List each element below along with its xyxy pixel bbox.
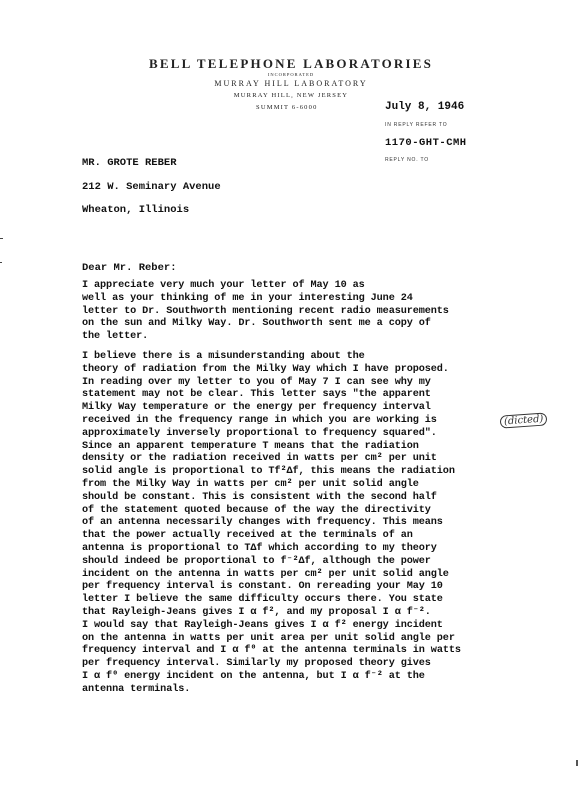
letterhead-incorporated: INCORPORATED — [267, 72, 315, 77]
text-line: solid angle is proportional to Tf²Δf, this means the radiation — [82, 466, 455, 478]
text-line: well as your thinking of me in your interesting June 24 — [82, 292, 413, 304]
text-line: theory of radiation from the Milky Way which I have proposed. — [82, 363, 449, 375]
letterhead-phone: SUMMIT 6-6000 — [256, 104, 318, 111]
text-line: In reading over my letter to you of May 7 I can see why my — [82, 376, 431, 388]
text-line: Since an apparent temperature T means that the radiation — [82, 440, 419, 452]
text-line: approximately inversely proportional to frequency squared". — [82, 427, 437, 439]
text-line: frequency interval and I α f⁰ at the antenna terminals in watts — [82, 645, 461, 657]
text-line: that Rayleigh-Jeans gives I α f², and my proposal I α f⁻². — [82, 606, 431, 618]
text-line: that the power actually received at the terminals of an — [82, 530, 413, 542]
reply-label: REPLY NO. TO — [385, 157, 429, 163]
text-line: incident on the antenna in watts per cm² per unit solid angle — [82, 568, 449, 580]
text-line: received in the frequency range in which you are working is — [82, 414, 437, 426]
text-line: I would say that Rayleigh-Jeans gives I α f² energy incident — [82, 619, 443, 631]
text-line: I α f⁰ energy incident on the antenna, but I α f⁻² at the — [82, 670, 425, 682]
text-line: should be constant. This is consistent with the second half — [82, 491, 437, 503]
text-line: Milky Way temperature or the energy per frequency interval — [82, 402, 431, 414]
text-line: on the sun and Milky Way. Dr. Southworth sent me a copy of — [82, 318, 431, 330]
salutation: Dear Mr. Reber: — [82, 262, 177, 274]
text-line: antenna is proportional to TΔf which according to my theory — [82, 542, 437, 554]
text-line: letter to Dr. Southworth mentioning recent radio measurements — [82, 305, 449, 317]
text-line: letter I believe the same difficulty occurs there. You state — [82, 594, 443, 606]
text-line: on the antenna in watts per unit area per unit solid angle per — [82, 632, 455, 644]
text-line: of an antenna necessarily changes with frequency. This means — [82, 517, 443, 529]
text-line: density or the radiation received in watts per cm² per unit — [82, 453, 437, 465]
text-line: I appreciate very much your letter of May 10 as — [82, 280, 365, 291]
handwritten-margin-note: (dicted) — [500, 412, 548, 428]
text-line: of the statement quoted because of the way the directivity — [82, 504, 431, 516]
addressee-street: 212 W. Seminary Avenue — [82, 181, 221, 193]
text-line: from the Milky Way in watts per cm² per unit solid angle — [82, 478, 419, 490]
addressee-city: Wheaton, Illinois — [82, 204, 190, 216]
addressee-name: MR. GROTE REBER — [82, 157, 177, 169]
letterhead-company: BELL TELEPHONE LABORATORIES — [148, 56, 434, 71]
letterhead-location: MURRAY HILL, NEW JERSEY — [233, 92, 349, 99]
text-line: antenna terminals. — [82, 683, 191, 695]
text-line: per frequency interval is constant. On rereading your May 10 — [82, 581, 443, 593]
reference-code: 1170-GHT-CMH — [385, 137, 467, 149]
letterhead-laboratory: MURRAY HILL LABORATORY — [214, 79, 368, 88]
text-line: should indeed be proportional to f⁻²Δf, although the power — [82, 555, 431, 567]
text-line: per frequency interval. Similarly my proposed theory gives — [82, 658, 431, 670]
text-line: the letter. — [82, 331, 149, 343]
text-line: I believe there is a misunderstanding about the — [82, 351, 365, 362]
text-line: statement may not be clear. This letter says "the apparent — [82, 389, 431, 401]
letter-date: July 8, 1946 — [385, 101, 465, 113]
refer-label: IN REPLY REFER TO — [385, 122, 448, 128]
